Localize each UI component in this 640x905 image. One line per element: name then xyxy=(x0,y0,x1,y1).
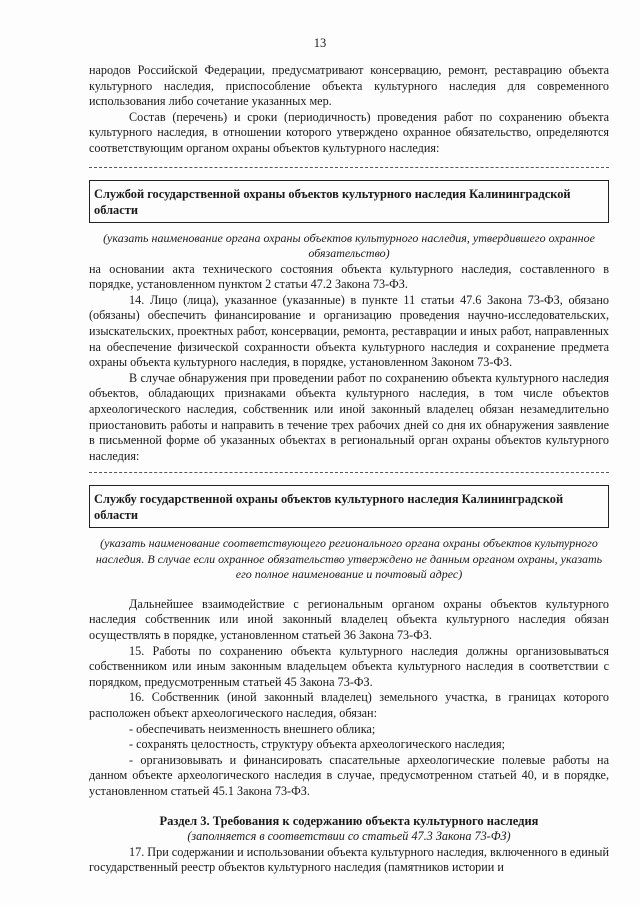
paragraph-dalneyshee: Дальнейшее взаимодействие с региональным органом охраны объектов культурного наследия собственник или иной законный владелец объекта культурного наследия обязан осуществлять в порядке, установленном статьей 36 Закона 73-ФЗ. xyxy=(89,596,609,642)
organ-box-approving: Службой государственной охраны объектов культурного наследия Калининградской области xyxy=(89,180,609,223)
page-body xyxy=(89,0,609,876)
paragraph-14: 14. Лицо (лица), указанное (указанные) в пункте 11 статьи 47.6 Закона 73-ФЗ, обязано (обязаны) обеспечить финансирование и организацию проведения научно-исследовательских, изыскательских, проектных работ, консервации, ремонта, реставрации и иных работ, направленных на обеспечение физической сохранности объекта культурного наследия и сохранение предмета охраны объекта культурного наследия, в порядке, установленном Законом 73-ФЗ. xyxy=(89,292,609,370)
organ-box-regional-hint: (указать наименование соответствующего регионального органа охраны объектов культурного наследия. В случае если охранное обязательство утверждено не данным органом охраны, указать его полное наименование и почтовый адрес) xyxy=(95,536,603,582)
paragraph-intro: народов Российской Федерации, предусматривают консервацию, ремонт, реставрацию объекта культурного наследия, приспособление объекта культурного наследия для современного использования либо сочетание указанных мер. xyxy=(89,63,609,109)
section-title: Раздел 3. Требования к содержанию объекта культурного наследия xyxy=(159,813,539,828)
paragraph-obnaruzhenie: В случае обнаружения при проведении работ по сохранению объекта культурного наследия объектов, обладающих признаками объекта культурного наследия, в том числе объектов археологического наследия, собственник или иной законный владелец обязан незамедлительно приостановить работы и направить в течение трех рабочих дней со дня их обнаружения заявление в письменной форме об указанных объектах в региональный орган охраны объектов культурного наследия: xyxy=(89,370,609,463)
paragraph-sostav: Состав (перечень) и сроки (периодичность) проведения работ по сохранению объекта культурного наследия, в отношении которого утверждено охранное обязательство, определяются соответствующим органом охраны объектов культурного наследия: xyxy=(89,109,609,155)
paragraph-17: 17. При содержании и использовании объекта культурного наследия, включенного в единый государственный реестр объектов культурного наследия (памятников истории и xyxy=(89,844,609,875)
organ-box-approving-hint: (указать наименование органа охраны объектов культурного наследия, утвердившего охранное обязательство) xyxy=(103,230,595,261)
paragraph-16: 16. Собственник (иной законный владелец) земельного участка, в границах которого расположен объект археологического наследия, обязан: xyxy=(89,690,609,720)
page-number: 13 xyxy=(313,36,327,50)
list-item: - организовывать и финансировать спасательные археологические полевые работы на данном объекте археологического наследия в случае, предусмотренном статьей 40, и в порядке, установленном статьей 45.1 Закона 73-ФЗ. xyxy=(89,752,609,798)
paragraph-15: 15. Работы по сохранению объекта культурного наследия должны организовываться собственником или иным законным владельцем объекта культурного наследия в соответствии с порядком, предусмотренным статьей 45 Закона 73-ФЗ. xyxy=(89,643,609,689)
paragraph-osnovanie: на основании акта технического состояния объекта культурного наследия, составленного в порядке, установленном пунктом 2 статьи 47.2 Закона 73-ФЗ. xyxy=(89,261,609,292)
organ-box-regional: Службу государственной охраны объектов культурного наследия Калининградской области xyxy=(89,485,609,528)
list-item: - сохранять целостность, структуру объекта археологического наследия; xyxy=(129,737,506,752)
section-subtitle: (заполняется в соответствии со статьей 47.3 Закона 73-ФЗ) xyxy=(187,829,511,844)
list-item: - обеспечивать неизменность внешнего облика; xyxy=(129,721,376,736)
